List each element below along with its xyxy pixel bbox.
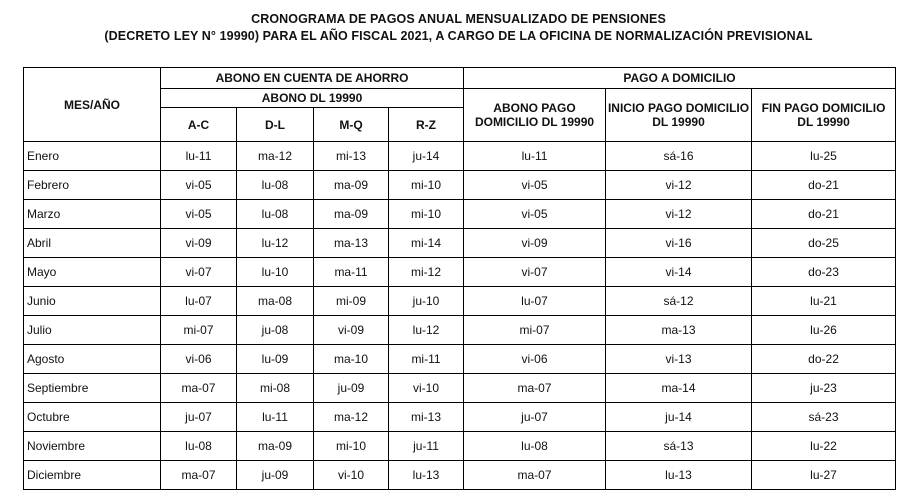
cell-d-l: lu-08 [237, 171, 314, 200]
cell-abono-pago: vi-09 [464, 229, 606, 258]
table-row [24, 229, 896, 258]
cell-abono-pago: ma-07 [464, 461, 606, 490]
month-cell: Febrero [24, 171, 161, 200]
table-row [24, 345, 896, 374]
cell-d-l: lu-12 [237, 229, 314, 258]
cell-r-z: mi-12 [389, 258, 464, 287]
table-row [24, 258, 896, 287]
cell-a-c: lu-07 [161, 287, 237, 316]
month-cell: Junio [24, 287, 161, 316]
cell-m-q: vi-10 [314, 461, 389, 490]
month-cell: Octubre [24, 403, 161, 432]
cell-a-c: ju-07 [161, 403, 237, 432]
cell-fin-pago: lu-21 [752, 287, 896, 316]
header-col-r-z: R-Z [389, 108, 464, 142]
cell-abono-pago: lu-08 [464, 432, 606, 461]
cell-d-l: lu-09 [237, 345, 314, 374]
document-subtitle: (DECRETO LEY N° 19990) PARA EL AÑO FISCAL 2021, A CARGO DE LA OFICINA DE NORMALIZACIÓN PREVISIONAL [104, 29, 813, 43]
cell-fin-pago: lu-25 [752, 142, 896, 171]
schedule-body [24, 142, 896, 490]
cell-a-c: vi-06 [161, 345, 237, 374]
header-col-a-c: A-C [161, 108, 237, 142]
cell-d-l: ju-09 [237, 461, 314, 490]
header-abono-cuenta-ahorro: ABONO EN CUENTA DE AHORRO [161, 68, 464, 89]
cell-fin-pago: lu-22 [752, 432, 896, 461]
cell-inicio-pago: ma-14 [606, 374, 752, 403]
cell-fin-pago: do-21 [752, 171, 896, 200]
cell-r-z: mi-10 [389, 171, 464, 200]
cell-m-q: vi-09 [314, 316, 389, 345]
header-fin-pago-domicilio: FIN PAGO DOMICILIO DL 19990 [752, 89, 896, 142]
cell-abono-pago: lu-11 [464, 142, 606, 171]
cell-a-c: ma-07 [161, 461, 237, 490]
cell-d-l: ma-12 [237, 142, 314, 171]
table-row [24, 171, 896, 200]
month-cell: Julio [24, 316, 161, 345]
cell-abono-pago: lu-07 [464, 287, 606, 316]
cell-fin-pago: do-21 [752, 200, 896, 229]
cell-r-z: mi-14 [389, 229, 464, 258]
header-col-d-l: D-L [237, 108, 314, 142]
cell-r-z: lu-13 [389, 461, 464, 490]
cell-d-l: lu-11 [237, 403, 314, 432]
cell-m-q: mi-13 [314, 142, 389, 171]
cell-m-q: ma-12 [314, 403, 389, 432]
table-row [24, 316, 896, 345]
cell-inicio-pago: sá-16 [606, 142, 752, 171]
cell-a-c: ma-07 [161, 374, 237, 403]
table-row [24, 200, 896, 229]
cell-d-l: ma-08 [237, 287, 314, 316]
cell-abono-pago: vi-07 [464, 258, 606, 287]
cell-inicio-pago: vi-12 [606, 171, 752, 200]
cell-fin-pago: lu-26 [752, 316, 896, 345]
month-cell: Abril [24, 229, 161, 258]
cell-abono-pago: vi-05 [464, 200, 606, 229]
document-title: CRONOGRAMA DE PAGOS ANUAL MENSUALIZADO DE PENSIONES [251, 12, 666, 26]
cell-m-q: mi-09 [314, 287, 389, 316]
cell-fin-pago: do-22 [752, 345, 896, 374]
cell-r-z: mi-13 [389, 403, 464, 432]
cell-r-z: ju-14 [389, 142, 464, 171]
cell-a-c: vi-07 [161, 258, 237, 287]
cell-m-q: ma-10 [314, 345, 389, 374]
cell-inicio-pago: vi-14 [606, 258, 752, 287]
cell-fin-pago: ju-23 [752, 374, 896, 403]
cell-d-l: mi-08 [237, 374, 314, 403]
header-inicio-pago-domicilio: INICIO PAGO DOMICILIO DL 19990 [606, 89, 752, 142]
cell-a-c: vi-09 [161, 229, 237, 258]
cell-r-z: ju-11 [389, 432, 464, 461]
month-cell: Mayo [24, 258, 161, 287]
month-cell: Noviembre [24, 432, 161, 461]
cell-r-z: mi-10 [389, 200, 464, 229]
cell-m-q: ma-09 [314, 200, 389, 229]
header-col-m-q: M-Q [314, 108, 389, 142]
cell-abono-pago: mi-07 [464, 316, 606, 345]
header-abono-dl: ABONO DL 19990 [161, 89, 464, 108]
cell-inicio-pago: sá-13 [606, 432, 752, 461]
cell-abono-pago: ma-07 [464, 374, 606, 403]
cell-abono-pago: ju-07 [464, 403, 606, 432]
month-cell: Diciembre [24, 461, 161, 490]
cell-fin-pago: do-25 [752, 229, 896, 258]
cell-a-c: vi-05 [161, 200, 237, 229]
cell-m-q: mi-10 [314, 432, 389, 461]
cell-d-l: lu-08 [237, 200, 314, 229]
cell-abono-pago: vi-06 [464, 345, 606, 374]
cell-m-q: ma-11 [314, 258, 389, 287]
table-row [24, 461, 896, 490]
payment-schedule-table [23, 67, 896, 490]
cell-a-c: vi-05 [161, 171, 237, 200]
cell-r-z: ju-10 [389, 287, 464, 316]
table-row [24, 403, 896, 432]
cell-d-l: lu-10 [237, 258, 314, 287]
cell-fin-pago: lu-27 [752, 461, 896, 490]
cell-m-q: ju-09 [314, 374, 389, 403]
cell-r-z: mi-11 [389, 345, 464, 374]
cell-abono-pago: vi-05 [464, 171, 606, 200]
cell-inicio-pago: lu-13 [606, 461, 752, 490]
month-cell: Septiembre [24, 374, 161, 403]
cell-r-z: lu-12 [389, 316, 464, 345]
table-row [24, 432, 896, 461]
cell-fin-pago: sá-23 [752, 403, 896, 432]
header-pago-domicilio: PAGO A DOMICILIO [464, 68, 896, 89]
cell-a-c: mi-07 [161, 316, 237, 345]
cell-r-z: vi-10 [389, 374, 464, 403]
cell-d-l: ju-08 [237, 316, 314, 345]
table-row [24, 142, 896, 171]
table-row [24, 374, 896, 403]
month-cell: Agosto [24, 345, 161, 374]
cell-inicio-pago: vi-12 [606, 200, 752, 229]
header-abono-pago-domicilio: ABONO PAGO DOMICILIO DL 19990 [464, 89, 606, 142]
cell-inicio-pago: ma-13 [606, 316, 752, 345]
cell-fin-pago: do-23 [752, 258, 896, 287]
cell-inicio-pago: vi-16 [606, 229, 752, 258]
cell-d-l: ma-09 [237, 432, 314, 461]
cell-a-c: lu-11 [161, 142, 237, 171]
cell-inicio-pago: ju-14 [606, 403, 752, 432]
cell-a-c: lu-08 [161, 432, 237, 461]
cell-m-q: ma-09 [314, 171, 389, 200]
cell-m-q: ma-13 [314, 229, 389, 258]
month-cell: Marzo [24, 200, 161, 229]
month-cell: Enero [24, 142, 161, 171]
table-row [24, 287, 896, 316]
header-mes-anio: MES/AÑO [24, 68, 161, 142]
cell-inicio-pago: vi-13 [606, 345, 752, 374]
cell-inicio-pago: sá-12 [606, 287, 752, 316]
